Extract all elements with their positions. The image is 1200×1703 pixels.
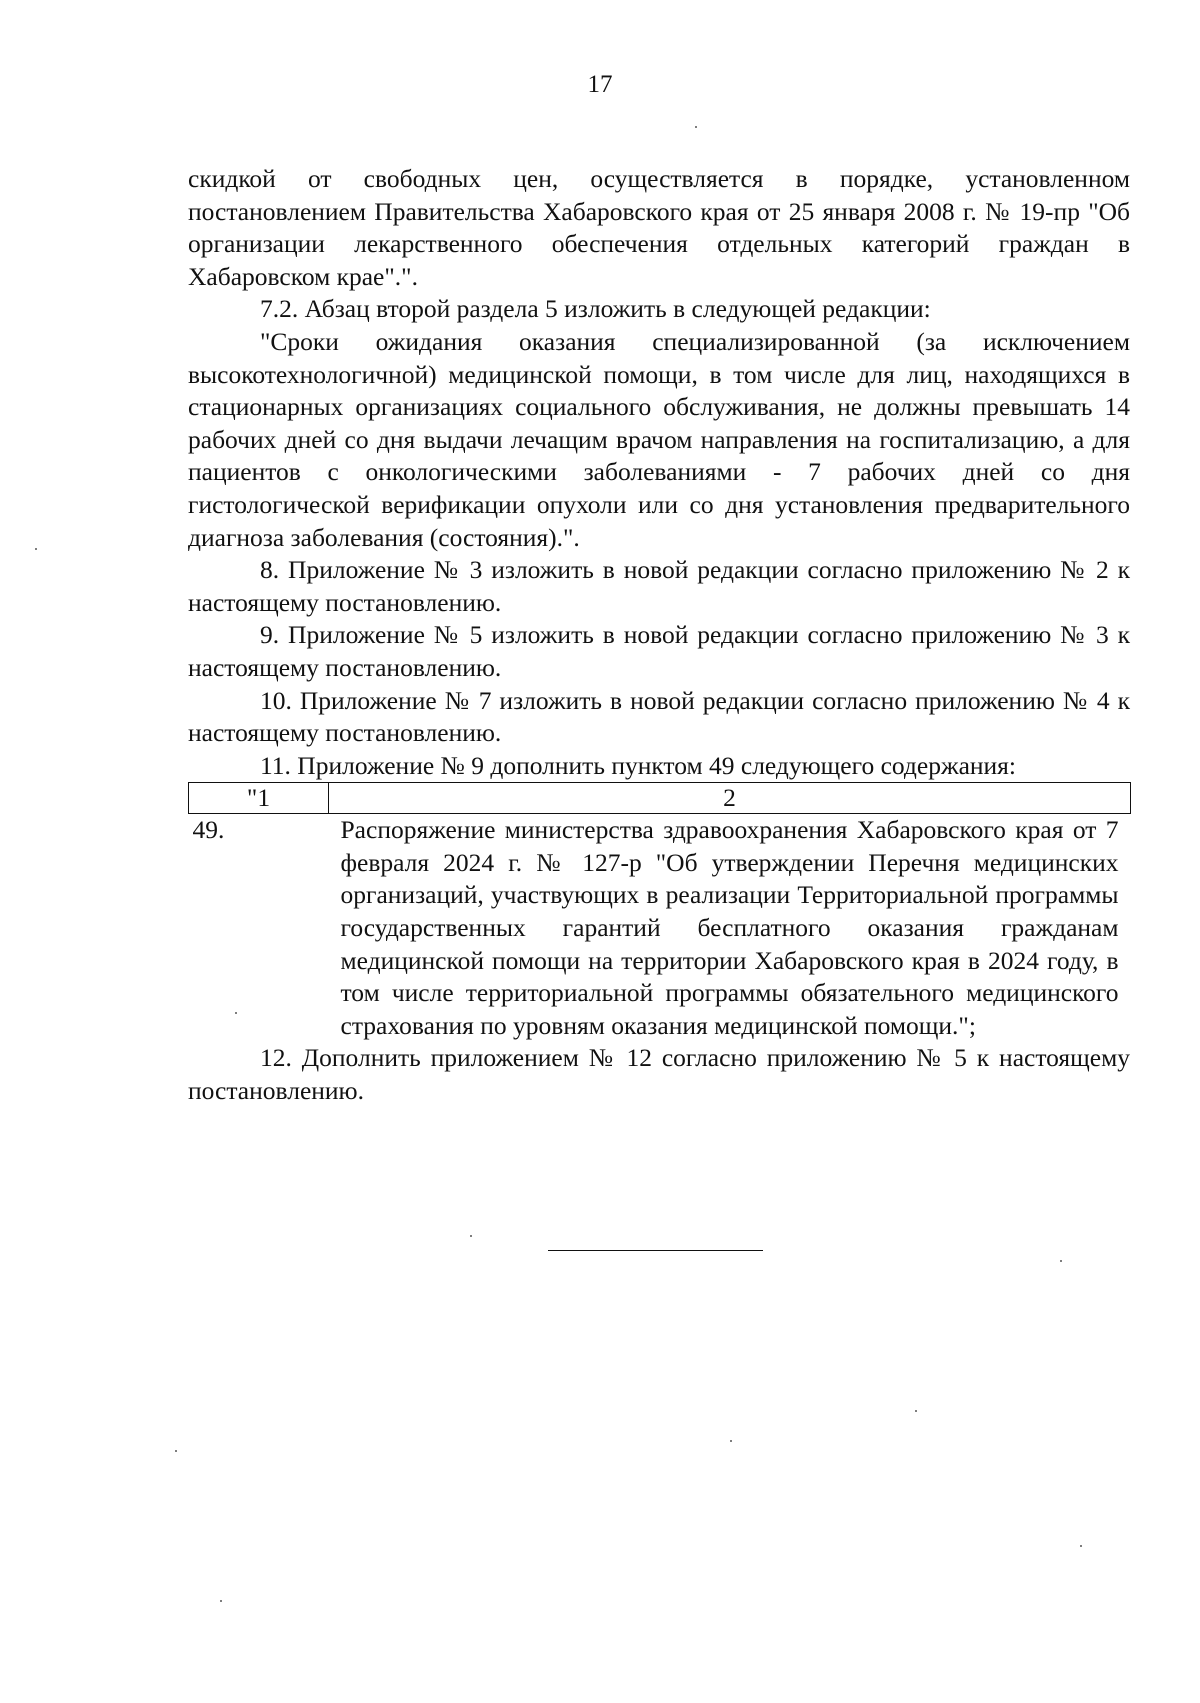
scan-speck [35, 548, 37, 550]
scan-speck [1080, 1545, 1082, 1547]
scan-speck [175, 1450, 177, 1452]
scan-speck [695, 126, 697, 128]
paragraph-9: 9. Приложение № 5 изложить в новой редакции согласно приложению № 3 к настоящему постановлению. [188, 620, 1130, 682]
paragraph-7-2: 7.2. Абзац второй раздела 5 изложить в следующей редакции: [260, 294, 931, 324]
scan-speck [220, 1600, 222, 1602]
paragraph-8: 8. Приложение № 3 изложить в новой редакции согласно приложению № 2 к настоящему постановлению. [188, 555, 1130, 617]
appendix-table [188, 782, 1131, 1042]
scan-speck [235, 1012, 237, 1014]
paragraph-10: 10. Приложение № 7 изложить в новой редакции согласно приложению № 4 к настоящему постановлению. [188, 685, 1130, 748]
page-number: 17 [587, 71, 613, 98]
end-rule [548, 1250, 763, 1251]
paragraph-continuation: скидкой от свободных цен, осуществляется в порядке, установленном постановлением Правительства Хабаровского края от 25 января 2008 г. № 19-пр "Об организации лекарственного обеспечения отдельных категорий граждан в Хабаровском крае".". [188, 164, 1130, 291]
scan-speck [1060, 1260, 1062, 1262]
paragraph-11: 11. Приложение № 9 дополнить пунктом 49 следующего содержания: [260, 750, 1016, 780]
table-cell-number: 49. [192, 815, 225, 845]
paragraph-12: 12. Дополнить приложением № 12 согласно приложению № 5 к настоящему постановлению. [188, 1043, 1130, 1106]
table-header-row [189, 783, 1131, 814]
table-header-cell: 2 [329, 783, 1131, 814]
table-row [189, 814, 1131, 1043]
scan-speck [730, 1440, 732, 1442]
scan-speck [470, 1235, 472, 1237]
table-header-cell: "1 [189, 783, 329, 814]
scan-speck [915, 1410, 917, 1412]
table-cell-text: Распоряжение министерства здравоохранения Хабаровского края от 7 февраля 2024 г. № 127-р "Об утверждении Перечня медицинских организаций, участвующих в реализации Территориальной программы государственных гарантий бесплатного оказания гражданам медицинской помощи на территории Хабаровского края в 2024 году, в том числе территориальной программы обязательного медицинского страхования по уровням оказания медицинской помощи."; [340, 815, 1119, 1040]
paragraph-quote-waiting-times: "Сроки ожидания оказания специализированной (за исключением высокотехнологичной) медицинской помощи, в том числе для лиц, находящихся в стационарных организациях социального обслуживания, не должны превышать 14 рабочих дней со дня выдачи лечащим врачом направления на госпитализацию, а для пациентов с онкологическими заболеваниями - 7 рабочих дней со дня гистологической верификации опухоли или со дня установления предварительного диагноза заболевания (состояния).". [188, 326, 1130, 552]
document-body [188, 163, 1130, 1108]
